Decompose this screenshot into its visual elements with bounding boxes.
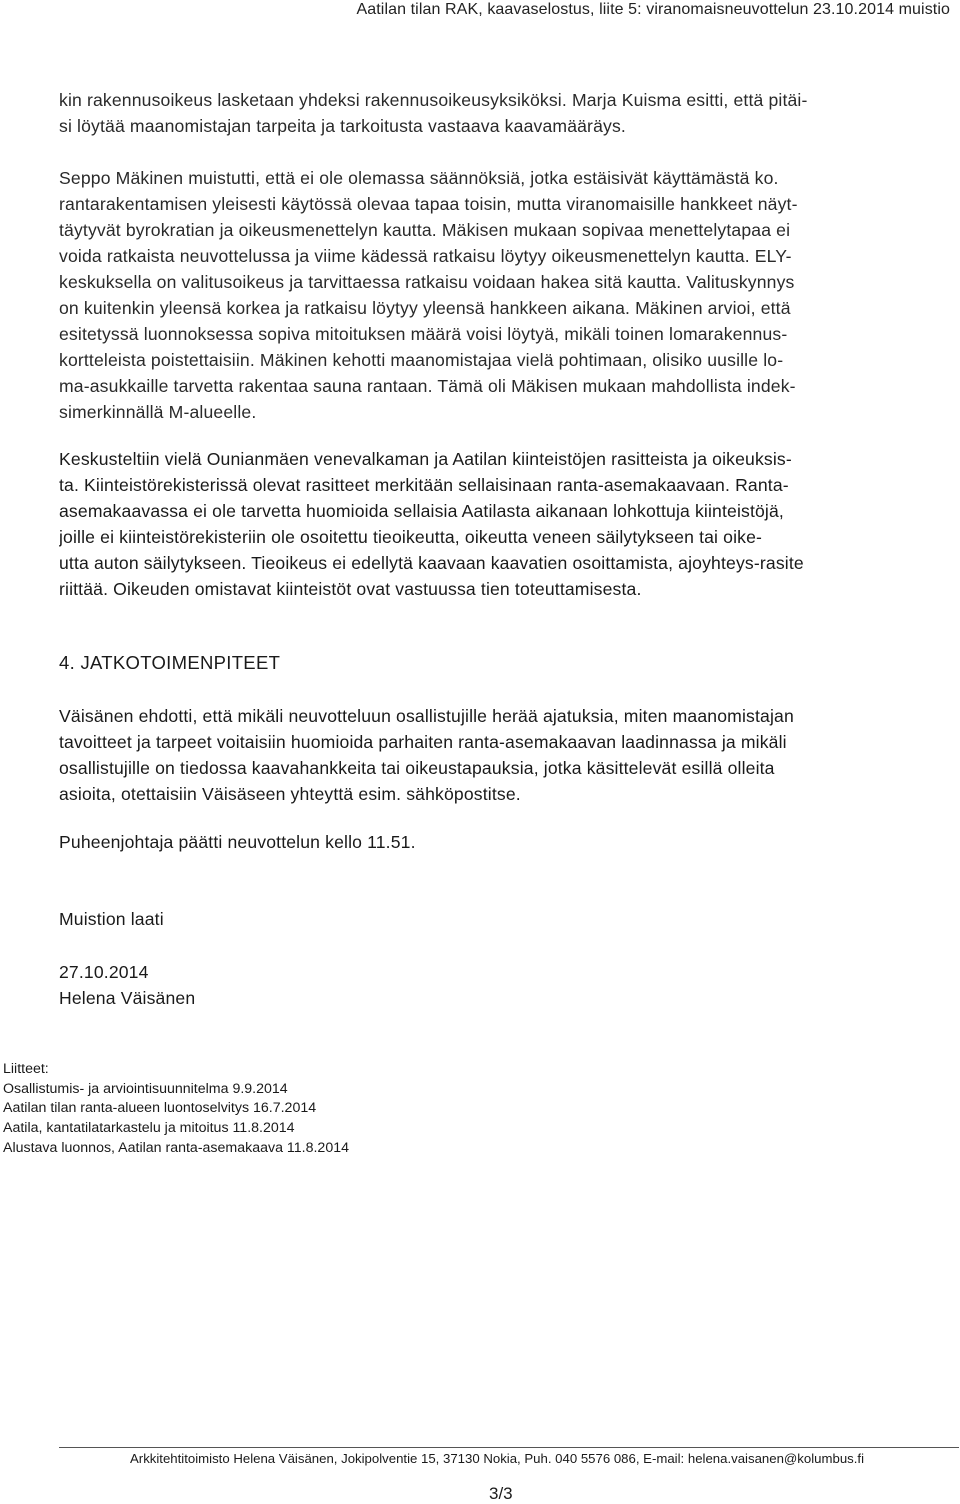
text-line: on kuitenkin yleensä korkea ja ratkaisu löytyy yleensä hankkeen aikana. Mäkinen arvioi, että bbox=[59, 298, 791, 318]
paragraph-easements bbox=[59, 446, 949, 602]
paragraph-building-rights bbox=[59, 87, 949, 139]
text-line: si löytää maanomistajan tarpeita ja tarkoitusta vastaava kaavamääräys. bbox=[59, 116, 626, 136]
text-line: tavoitteet ja tarpeet voitaisiin huomioida parhaiten ranta-asemakaavan laadinnassa ja mikäli bbox=[59, 732, 787, 752]
signature-block bbox=[59, 959, 949, 1011]
paragraph-next-steps bbox=[59, 703, 949, 807]
text-line: rantarakentamisen yleisesti käytössä olevaa tapaa toisin, mutta viranomaisille hankkeet näyt- bbox=[59, 194, 798, 214]
attachments-list bbox=[3, 1060, 349, 1159]
attachment-item: Aatilan tilan ranta-alueen luontoselvitys 16.7.2014 bbox=[3, 1100, 317, 1117]
signature-name: Helena Väisänen bbox=[59, 988, 196, 1008]
text-line: ta. Kiinteistörekisterissä olevat rasitteet merkitään sellaisinaan ranta-asemakaavaan. Ranta- bbox=[59, 475, 789, 495]
text-line: Puheenjohtaja päätti neuvottelun kello 11.51. bbox=[59, 832, 416, 852]
attachment-item: Alustava luonnos, Aatilan ranta-asemakaava 11.8.2014 bbox=[3, 1139, 349, 1156]
text-line: osallistujille on tiedossa kaavahankkeita tai oikeustapauksia, jotka käsittelevät esillä olleita bbox=[59, 758, 775, 778]
section-heading: 4. JATKOTOIMENPITEET bbox=[59, 652, 281, 673]
text-line: ma-asukkaille tarvetta rakentaa sauna rantaan. Tämä oli Mäkisen mukaan mahdollista indek- bbox=[59, 376, 796, 396]
attachment-item: Aatila, kantatilatarkastelu ja mitoitus 11.8.2014 bbox=[3, 1120, 295, 1137]
page-number: 3/3 bbox=[489, 1484, 513, 1503]
text-line: Seppo Mäkinen muistutti, että ei ole olemassa säännöksiä, jotka estäisivät käyttämästä ko. bbox=[59, 168, 779, 188]
text-line: asemakaavassa ei ole tarvetta huomioida sellaisia Aatilasta aikanaan lohkottuja kiinteistöjä, bbox=[59, 501, 784, 521]
text-line: täytyvät byrokratian ja oikeusmenettelyn kautta. Mäkisen mukaan sopivaa menettelytapaa ei bbox=[59, 220, 791, 240]
text-line: voida ratkaista neuvottelussa ja viime kädessä ratkaisu löytyy oikeusmenettelyn kautta. ELY- bbox=[59, 246, 792, 266]
text-line: utta auton säilytykseen. Tieoikeus ei edellytä kaavaan kaavatien osoittamista, ajoyhteys-rasite bbox=[59, 553, 804, 573]
text-line: Väisänen ehdotti, että mikäli neuvotteluun osallistujille herää ajatuksia, miten maanomistajan bbox=[59, 706, 794, 726]
text-line: joille ei kiinteistörekisteriin ole osoitettu tieoikeutta, oikeutta veneen säilytykseen tai oike- bbox=[59, 527, 763, 547]
text-line: esitetyssä luonnoksessa sopiva mitoituksen määrä voisi löytyä, mikäli toinen lomarakennus- bbox=[59, 324, 788, 344]
paragraph-makinen-comments bbox=[59, 165, 949, 425]
text-line: Keskusteltiin vielä Ounianmäen venevalkaman ja Aatilan kiinteistöjen rasitteista ja oikeuksis- bbox=[59, 449, 792, 469]
text-line: kin rakennusoikeus lasketaan yhdeksi rakennusoikeusyksiköksi. Marja Kuisma esitti, että pitäi- bbox=[59, 90, 808, 110]
signature-label: Muistion laati bbox=[59, 909, 164, 929]
attachment-item: Osallistumis- ja arviointisuunnitelma 9.9.2014 bbox=[3, 1080, 288, 1097]
text-line: riittää. Oikeuden omistavat kiinteistöt ovat vastuussa tien toteuttamisesta. bbox=[59, 579, 642, 599]
document-header: Aatilan tilan RAK, kaavaselostus, liite 5: viranomaisneuvottelun 23.10.2014 muistio bbox=[356, 1, 950, 18]
attachments-title: Liitteet: bbox=[3, 1061, 49, 1077]
text-line: simerkinnällä M-alueelle. bbox=[59, 402, 257, 422]
signature-label-block bbox=[59, 906, 949, 932]
signature-date: 27.10.2014 bbox=[59, 962, 149, 982]
footer-divider bbox=[59, 1447, 959, 1448]
text-line: asioita, otettaisiin Väisäseen yhteyttä esim. sähköpostitse. bbox=[59, 784, 521, 804]
text-line: keskuksella on valitusoikeus ja tarvittaessa ratkaisu voidaan hakea sitä kautta. Valituskynnys bbox=[59, 272, 795, 292]
text-line: kortteleista poistettaisiin. Mäkinen kehotti maanomistajaa vielä pohtimaan, olisiko uusille lo- bbox=[59, 350, 784, 370]
footer-contact: Arkkitehtitoimisto Helena Väisänen, Jokipolventie 15, 37130 Nokia, Puh. 040 5576 086, E-mail: helena.vaisanen@kolumbus.fi bbox=[130, 1451, 865, 1466]
closing-statement bbox=[59, 829, 949, 855]
